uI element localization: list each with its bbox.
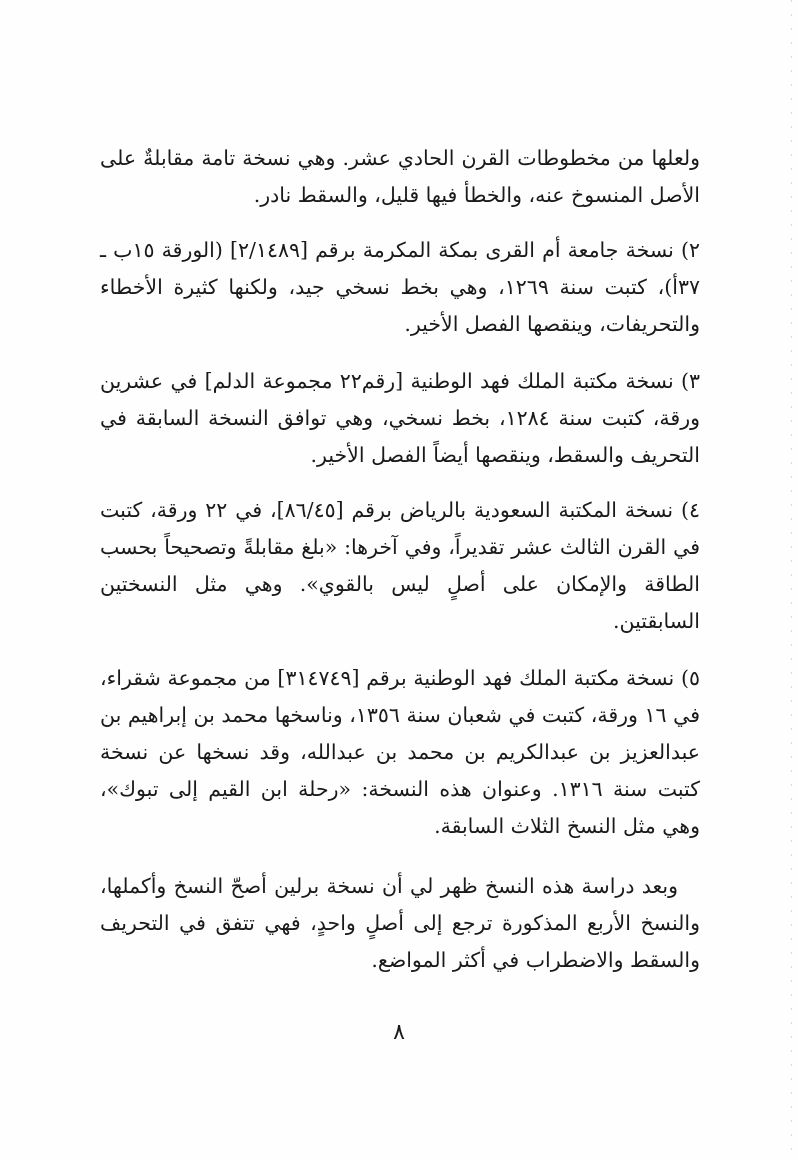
scan-edge-marks — [791, 0, 792, 1160]
page-number: ٨ — [393, 1020, 405, 1045]
paragraph-manuscript-2: ٢) نسخة جامعة أم القرى بمكة المكرمة برقم [٢/١٤٨٩] (الورقة ١٥ب ـ ٣٧أ)، كتبت سنة ١٢٦٩، وهي بخط نسخي جيد، ولكنها كثيرة الأخطاء والتحريفات، وينقصها الفصل الأخير. — [100, 238, 700, 336]
paragraph-conclusion: وبعد دراسة هذه النسخ ظهر لي أن نسخة برلين أصحّ النسخ وأكملها، والنسخ الأربع المذكورة ترجع إلى أصلٍ واحدٍ، فهي تتفق في التحريف والسقط والاضطراب في أكثر المواضع. — [100, 874, 700, 972]
paragraph-intro-continuation: ولعلها من مخطوطات القرن الحادي عشر. وهي نسخة تامة مقابلةٌ على الأصل المنسوخ عنه، والخطأ فيها قليل، والسقط نادر. — [100, 146, 700, 207]
paragraph-manuscript-5: ٥) نسخة مكتبة الملك فهد الوطنية برقم [٣١٤٧٤٩] من مجموعة شقراء، في ١٦ ورقة، كتبت في شعبان سنة ١٣٥٦، وناسخها محمد بن إبراهيم بن عبدالعزيز بن عبدالكريم بن محمد بن عبدالله، وقد نسخها عن نسخة كتبت سنة ١٣١٦. وعنوان هذه النسخة: «رحلة ابن القيم إلى تبوك»، وهي مثل النسخ الثلاث السابقة. — [100, 666, 700, 838]
paragraph-manuscript-4: ٤) نسخة المكتبة السعودية بالرياض برقم [٨٦/٤٥]، في ٢٢ ورقة، كتبت في القرن الثالث عشر تقديراً، وفي آخرها: «بلغ مقابلةً وتصحيحاً بحسب الطاقة والإمكان على أصلٍ ليس بالقوي». وهي مثل النسختين السابقتين. — [100, 498, 701, 633]
paragraph-manuscript-3: ٣) نسخة مكتبة الملك فهد الوطنية [رقم٢٢ مجموعة الدلم] في عشرين ورقة، كتبت سنة ١٢٨٤، بخط نسخي، وهي توافق النسخة السابقة في التحريف والسقط، وينقصها أيضاً الفصل الأخير. — [100, 369, 701, 467]
